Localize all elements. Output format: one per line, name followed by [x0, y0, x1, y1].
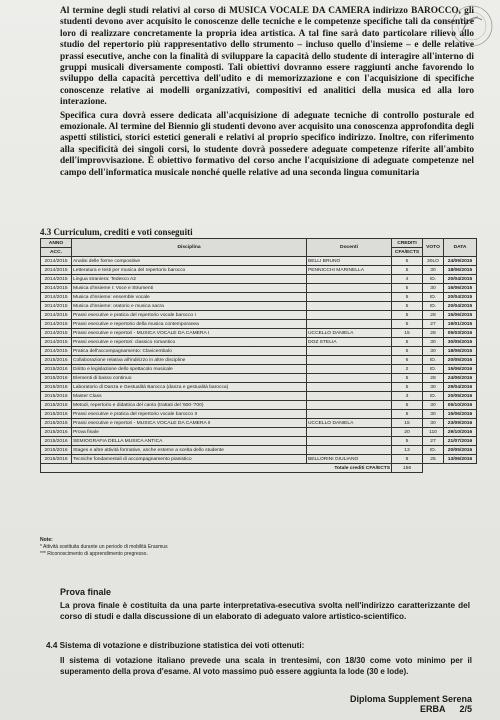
cell-disciplina: Musica d'insieme: ensemble vocale	[72, 293, 307, 302]
cell-anno: 2014/2015	[41, 338, 72, 347]
cell-docenti	[307, 365, 392, 374]
cell-anno: 2015/2016	[41, 419, 72, 428]
cell-anno: 2015/2016	[41, 428, 72, 437]
total-empty-2	[444, 464, 477, 473]
cell-anno: 2015/2016	[41, 383, 72, 392]
cell-data: 05/03/2016	[444, 329, 477, 338]
cell-docenti	[307, 302, 392, 311]
cell-docenti	[307, 374, 392, 383]
table-header-row	[41, 239, 477, 248]
table-row	[41, 347, 477, 356]
table-row	[41, 374, 477, 383]
table-row	[41, 356, 477, 365]
cell-voto: 30LO	[423, 257, 444, 266]
table-row	[41, 419, 477, 428]
cell-voto: 25	[423, 455, 444, 464]
table-row	[41, 275, 477, 284]
cell-docenti	[307, 356, 392, 365]
cell-disciplina: Musica d'insieme: oratorio e musica sacra	[72, 302, 307, 311]
cell-disciplina: Prassi esecutive e repertori - MUSICA VOCALE DA CAMERA I	[72, 329, 307, 338]
cell-disciplina: Lingua straniera: Tedesco A2	[72, 275, 307, 284]
cell-disciplina: Pratica dell'accompagnamento: Clavicembalo	[72, 347, 307, 356]
cell-voto: 30	[423, 383, 444, 392]
cell-data: 20/04/2015	[444, 302, 477, 311]
table-row	[41, 257, 477, 266]
cell-voto: ID.	[423, 365, 444, 374]
header-anno: ANNO	[41, 239, 72, 248]
cell-crediti: 8	[392, 455, 423, 464]
cell-docenti	[307, 401, 392, 410]
cell-crediti: 5	[392, 374, 423, 383]
cell-voto: ID.	[423, 293, 444, 302]
section-title-curriculum: 4.3 Curriculum, crediti e voti conseguiti	[40, 227, 193, 237]
cell-disciplina: Tecniche fondamentali di accompagnamento pianistico	[72, 455, 307, 464]
cell-crediti: 5	[392, 257, 423, 266]
table-row	[41, 338, 477, 347]
table-row	[41, 437, 477, 446]
table-row	[41, 428, 477, 437]
cell-disciplina: Prassi esecutive e repertori - MUSICA VOCALE DA CAMERA II	[72, 419, 307, 428]
cell-disciplina: Prova finale	[72, 428, 307, 437]
cell-data: 29/04/2016	[444, 383, 477, 392]
cell-voto: 30	[423, 266, 444, 275]
cell-disciplina: Diritto e legislazione dello spettacolo musicale	[72, 365, 307, 374]
header-voto: VOTO	[423, 239, 444, 257]
cell-crediti: 13	[392, 446, 423, 455]
cell-docenti	[307, 320, 392, 329]
cell-voto: 30	[423, 419, 444, 428]
cell-crediti: 20	[392, 428, 423, 437]
cell-crediti: 5	[392, 410, 423, 419]
cell-crediti: 15	[392, 419, 423, 428]
cell-data: 16/06/2015	[444, 284, 477, 293]
cell-disciplina: Prassi esecutive e pratica del repertorio vocale barocco I	[72, 311, 307, 320]
table-row	[41, 311, 477, 320]
cell-disciplina: Master Class	[72, 392, 307, 401]
cell-data: 15/06/2016	[444, 410, 477, 419]
header-acc: ACC.	[41, 248, 72, 257]
table-row	[41, 293, 477, 302]
cell-anno: 2015/2016	[41, 374, 72, 383]
prova-finale-title: Prova finale	[60, 587, 112, 597]
cell-docenti: DOZ STELIA	[307, 338, 392, 347]
cell-voto: ID.	[423, 446, 444, 455]
cell-data: 15/06/2016	[444, 365, 477, 374]
cell-disciplina: Collaborazione relativa all'indirizzo in altre discipline	[72, 356, 307, 365]
cell-crediti: 5	[392, 437, 423, 446]
cell-voto: 30	[423, 410, 444, 419]
page-footer	[300, 694, 472, 714]
table-row	[41, 401, 477, 410]
cell-anno: 2015/2016	[41, 410, 72, 419]
cell-docenti	[307, 293, 392, 302]
cell-data: 20/05/2016	[444, 446, 477, 455]
cell-voto: ID.	[423, 356, 444, 365]
cell-docenti: UCCELLO DANIELA	[307, 419, 392, 428]
intro-paragraph-2: Specifica cura dovrà essere dedicata all'acquisizione di adeguate tecniche di controllo posturale ed emozionale. Al termine del Biennio gli studenti devono aver acquisito una conoscenza approfondita degli aspetti stilistici, storici estetici generali e relativi al proprio specifico indirizzo. Inoltre, con riferimento alla specificità dei singoli corsi, lo studente dovrà possedere adeguate competenze riferite all'ambito dell'improvvisazione. È obiettivo formativo del corso anche l'acquisizione di adeguate competenze nel campo dell'informatica musicale nonché quelle relative ad una seconda lingua comunitaria	[60, 110, 474, 178]
cell-crediti: 3	[392, 392, 423, 401]
header-docenti: Docenti	[307, 239, 392, 257]
table-row	[41, 266, 477, 275]
cell-voto: 30	[423, 401, 444, 410]
cell-data: 20/05/2016	[444, 392, 477, 401]
cell-docenti	[307, 275, 392, 284]
intro-paragraph-1: Al termine degli studi relativi al corso di MUSICA VOCALE DA CAMERA indirizzo BAROCCO, gli studenti devono aver acquisito le conoscenze delle tecniche e le competenze specifiche tali da consentire loro di realizzare concretamente la propria idea artistica. A tal fine sarà dato particolare rilievo allo studio del repertorio più rappresentativo dello strumento – incluso quello d'insieme – e delle relative prassi esecutive, anche con la finalità di sviluppare la capacità dello studente di interagire all'interno di gruppi musicali diversamente composti. Tali obiettivi dovranno essere raggiunti anche favorendo lo sviluppo della capacità percettiva dell'udito e di memorizzazione e con l'acquisizione di specifiche conoscenze relative ai modelli organizzativi, compositivi ed analitici della musica ed alla loro interazione.	[60, 6, 474, 108]
cell-anno: 2014/2015	[41, 257, 72, 266]
cell-voto: 27	[423, 437, 444, 446]
cell-data: 05/10/2016	[444, 401, 477, 410]
cell-anno: 2015/2016	[41, 401, 72, 410]
cell-data: 20/04/2015	[444, 293, 477, 302]
cell-voto: 28	[423, 374, 444, 383]
cell-anno: 2014/2015	[41, 284, 72, 293]
cell-data: 18/06/2015	[444, 347, 477, 356]
table-row	[41, 365, 477, 374]
cell-crediti: 2	[392, 365, 423, 374]
cell-anno: 2015/2016	[41, 392, 72, 401]
curriculum-table-body	[41, 257, 477, 464]
cell-disciplina: Musica d'insieme I: Voce e Strumenti	[72, 284, 307, 293]
cell-data: 29/10/2016	[444, 428, 477, 437]
cell-voto: 30	[423, 347, 444, 356]
table-row	[41, 329, 477, 338]
cell-crediti: 15	[392, 329, 423, 338]
cell-disciplina: Prassi esecutive e pratica del repertorio vocale barocco II	[72, 410, 307, 419]
notes-title: Note:	[40, 537, 53, 543]
cell-data: 20/05/2016	[444, 356, 477, 365]
cell-disciplina: Prassi esecutive e repertorio della musica contemporanea	[72, 320, 307, 329]
cell-anno: 2014/2015	[41, 347, 72, 356]
cell-crediti: 5	[392, 311, 423, 320]
table-row	[41, 302, 477, 311]
total-empty	[423, 464, 444, 473]
cell-data: 24/09/2015	[444, 257, 477, 266]
cell-docenti	[307, 347, 392, 356]
cell-docenti	[307, 311, 392, 320]
cell-data: 30/05/2015	[444, 338, 477, 347]
cell-data: 24/06/2016	[444, 374, 477, 383]
cell-anno: 2015/2016	[41, 356, 72, 365]
cell-docenti	[307, 383, 392, 392]
cell-voto: ID.	[423, 275, 444, 284]
cell-anno: 2014/2015	[41, 329, 72, 338]
header-disciplina: Disciplina	[72, 239, 307, 257]
curriculum-table	[40, 238, 477, 473]
footer-label: Diploma Supplement Serena ERBA	[349, 694, 472, 714]
stamp-seal-icon	[448, 2, 496, 50]
cell-voto: 27	[423, 320, 444, 329]
cell-disciplina: Analisi delle forme compositive	[72, 257, 307, 266]
header-cfa: CFA/ECTS	[392, 248, 423, 257]
cell-anno: 2015/2016	[41, 455, 72, 464]
table-row	[41, 392, 477, 401]
cell-voto: 28	[423, 329, 444, 338]
cell-voto: ID.	[423, 302, 444, 311]
cell-crediti: 5	[392, 320, 423, 329]
cell-disciplina: Laboratorio di Danza e Gestualità Barocca (danza e gestualità barocca)	[72, 383, 307, 392]
cell-crediti: 5	[392, 383, 423, 392]
cell-crediti: 4	[392, 275, 423, 284]
total-row	[41, 464, 477, 473]
cell-anno: 2015/2016	[41, 437, 72, 446]
total-value: 156	[392, 464, 423, 473]
cell-data: 15/06/2015	[444, 311, 477, 320]
total-label: Totale crediti CFA/ECTS	[41, 464, 392, 473]
curriculum-table-container	[40, 238, 472, 473]
cell-anno: 2014/2015	[41, 311, 72, 320]
prova-finale-text: La prova finale è costituita da una parte interpretativa-esecutiva svolta nell'indirizzo caratterizzante del corso di studi e dalla discussione di un elaborato di adeguato valore artistico-scientifico.	[60, 601, 470, 621]
table-row	[41, 383, 477, 392]
cell-disciplina: Prassi esecutive e repertori: classico romantico	[72, 338, 307, 347]
cell-docenti: PENNICCHI MARINELLA	[307, 266, 392, 275]
intro-text	[60, 6, 474, 181]
cell-anno: 2014/2015	[41, 320, 72, 329]
cell-disciplina: Metodi, repertorio e didattica del canto (trattati del '600-'700)	[72, 401, 307, 410]
cell-voto: ID.	[423, 392, 444, 401]
cell-docenti	[307, 392, 392, 401]
cell-disciplina: Letteratura e testi per musica del repertorio barocco	[72, 266, 307, 275]
note-2: *** Riconoscimento di apprendimento pregresso.	[40, 551, 148, 557]
header-crediti: CREDITI	[392, 239, 423, 248]
cell-voto: 28	[423, 311, 444, 320]
cell-docenti	[307, 446, 392, 455]
cell-docenti: BELLI BRUNO	[307, 257, 392, 266]
table-row	[41, 284, 477, 293]
cell-crediti: 5	[392, 401, 423, 410]
cell-docenti	[307, 437, 392, 446]
cell-docenti: BELLORINI GIULIANO	[307, 455, 392, 464]
table-row	[41, 410, 477, 419]
cell-data: 21/07/2016	[444, 437, 477, 446]
cell-docenti: UCCELLO DANIELA	[307, 329, 392, 338]
section-title-voting: 4.4 Sistema di votazione e distribuzione statistica dei voti ottenuti:	[46, 641, 305, 650]
cell-data: 18/06/2015	[444, 266, 477, 275]
table-row	[41, 446, 477, 455]
header-data: DATA	[444, 239, 477, 257]
cell-docenti	[307, 410, 392, 419]
cell-disciplina: Elementi di basso continuo	[72, 374, 307, 383]
cell-anno: 2014/2015	[41, 275, 72, 284]
table-row	[41, 320, 477, 329]
table-row	[41, 455, 477, 464]
cell-anno: 2015/2016	[41, 365, 72, 374]
cell-voto: 110	[423, 428, 444, 437]
cell-voto: 30	[423, 338, 444, 347]
cell-data: 13/06/2016	[444, 455, 477, 464]
footer-page-number: 2/5	[459, 704, 472, 714]
cell-data: 20/04/2015	[444, 275, 477, 284]
cell-anno: 2014/2015	[41, 302, 72, 311]
cell-docenti	[307, 428, 392, 437]
cell-anno: 2014/2015	[41, 293, 72, 302]
cell-crediti: 5	[392, 293, 423, 302]
cell-anno: 2014/2015	[41, 266, 72, 275]
cell-crediti: 5	[392, 302, 423, 311]
cell-crediti: 5	[392, 266, 423, 275]
note-1: * Attività sostituita durante un periodo di mobilità Erasmus	[40, 544, 168, 550]
cell-crediti: 6	[392, 356, 423, 365]
cell-disciplina: Stages e altre attività formative, anche esterne a scelta dello studente	[72, 446, 307, 455]
cell-docenti	[307, 284, 392, 293]
cell-crediti: 5	[392, 338, 423, 347]
cell-voto: 30	[423, 284, 444, 293]
voting-system-text: Il sistema di votazione italiano prevede una scala in trentesimi, con 18/30 come voto minimo per il superamento della prova d'esame. Al voto massimo può essere aggiunta la lode (30 e lode).	[60, 656, 472, 676]
cell-data: 19/01/2015	[444, 320, 477, 329]
cell-data: 23/09/2016	[444, 419, 477, 428]
notes-block	[40, 537, 168, 558]
cell-crediti: 5	[392, 284, 423, 293]
cell-anno: 2015/2016	[41, 446, 72, 455]
cell-disciplina: SEMIOGRAFIA DELLA MUSICA ANTICA	[72, 437, 307, 446]
cell-crediti: 5	[392, 347, 423, 356]
